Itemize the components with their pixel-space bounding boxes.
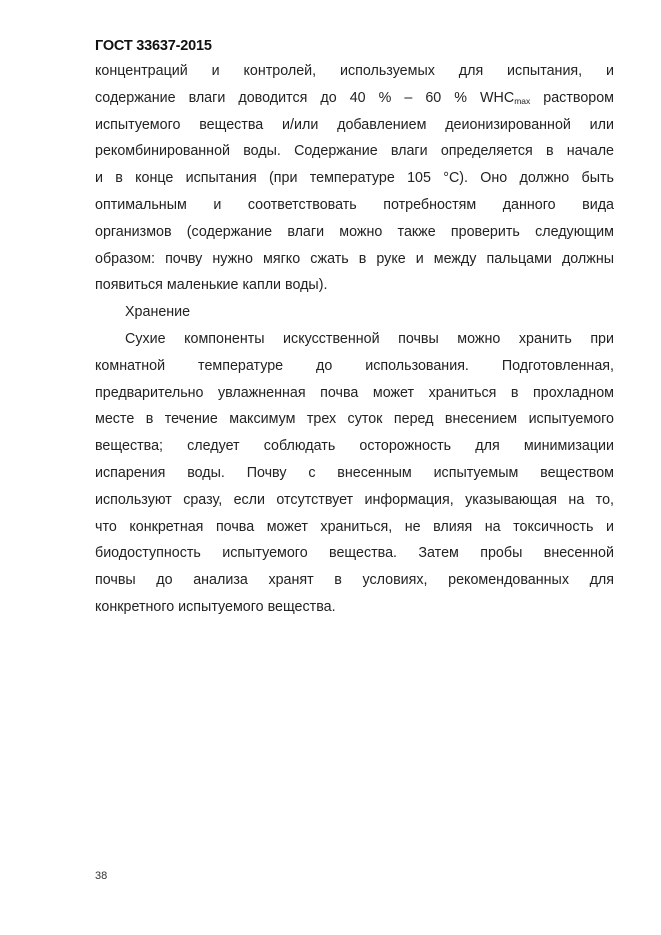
text-line: конкретного испытуемого вещества. <box>95 598 336 615</box>
text-line: комнатной температуре до использования. Подготовленная, <box>95 357 614 374</box>
text-fragment: раствором <box>530 89 614 106</box>
text-line: и в конце испытания (при температуре 105 °С). Оно должно быть <box>95 170 614 187</box>
text-line: испытуемого вещества и/или добавлением деионизированной или <box>95 116 614 133</box>
page-number: 38 <box>95 870 108 882</box>
text-line: появиться маленькие капли воды). <box>95 277 328 294</box>
document-body <box>95 58 614 621</box>
section-heading-storage: Хранение <box>125 304 191 321</box>
text-line: предварительно увлажненная почва может храниться в прохладном <box>95 384 614 401</box>
text-line: что конкретная почва может храниться, не влияя на токсичность и <box>95 518 614 535</box>
subscript-max: max <box>514 95 531 106</box>
text-line: используют сразу, если отсутствует информация, указывающая на то, <box>95 491 614 508</box>
text-line-whc <box>95 85 614 112</box>
text-line: оптимальным и соответствовать потребностям данного вида <box>95 196 614 213</box>
text-line: биодоступность испытуемого вещества. Затем пробы внесенной <box>95 545 614 562</box>
text-line: испарения воды. Почву с внесенным испытуемым веществом <box>95 464 614 481</box>
text-line: рекомбинированной воды. Содержание влаги определяется в начале <box>95 143 614 160</box>
text-line: почвы до анализа хранят в условиях, рекомендованных для <box>95 572 614 589</box>
text-line: вещества; следует соблюдать осторожность для минимизации <box>95 438 614 455</box>
text-line: Сухие компоненты искусственной почвы можно хранить при <box>125 330 614 347</box>
document-header-title: ГОСТ 33637-2015 <box>95 38 212 54</box>
text-fragment: содержание влаги доводится до 40 % – 60 % WHC <box>95 89 515 106</box>
text-line: концентраций и контролей, используемых для испытания, и <box>95 63 614 79</box>
text-line: организмов (содержание влаги можно также проверить следующим <box>95 223 614 240</box>
text-line: образом: почву нужно мягко сжать в руке и между пальцами должны <box>95 250 614 267</box>
text-line: месте в течение максимум трех суток перед внесением испытуемого <box>95 411 614 428</box>
